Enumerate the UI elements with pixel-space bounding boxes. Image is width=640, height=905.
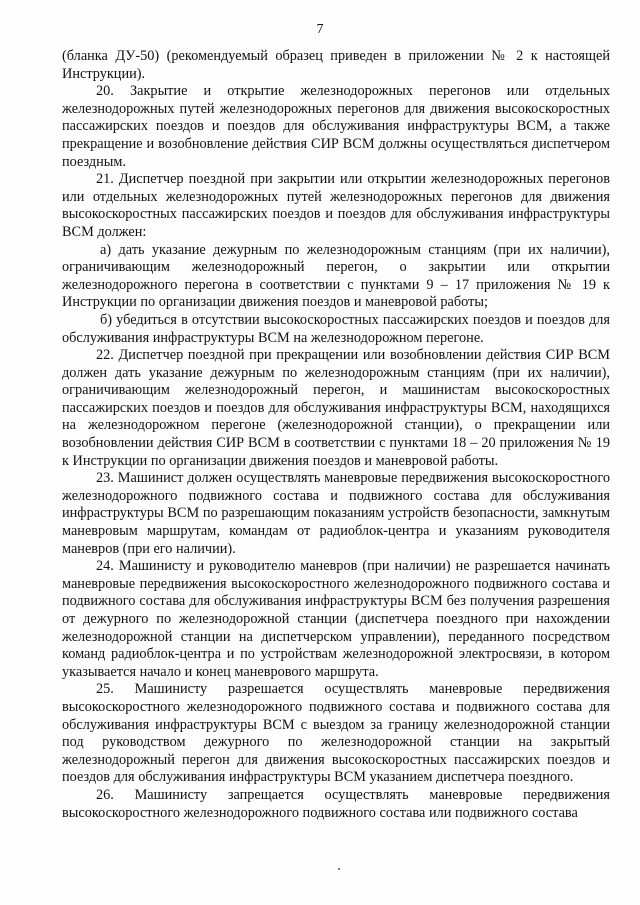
paragraph-24: 24. Машинисту и руководителю маневров (при наличии) не разрешается начинать маневровые передвижения высокоскоростного железнодорожного подвижного состава и подвижного состава для обслуживания инфраструктуры ВСМ без получения разрешения от дежурного по железнодорожной станции (диспетчера поездного при нахождении железнодорожной станции на диспетчерском управлении), переданного посредством команд радиоблок-центра и по устройствам железнодорожной электросвязи, в котором указывается начало и конец маневрового маршрута. [62,558,610,680]
paragraph-26: 26. Машинисту запрещается осуществлять маневровые передвижения высокоскоростного железнодорожного подвижного состава или подвижного состава [62,786,610,821]
paragraph-21-b: б) убедиться в отсутствии высокоскоростных пассажирских поездов и поездов для обслуживания инфраструктуры ВСМ на железнодорожном перегоне. [62,311,610,346]
page-number: 7 [316,22,324,37]
paragraph-21-a: а) дать указание дежурным по железнодорожным станциям (при их наличии), ограничивающим железнодорожный перегон, о закрытии или открытии железнодорожного перегона в соответствии с пунктами 9 – 17 приложения № 19 к Инструкции по организации движения поездов и маневровой работы; [62,241,610,311]
paragraph-20: 20. Закрытие и открытие железнодорожных перегонов или отдельных железнодорожных путей железнодорожных перегонов для движения высокоскоростных пассажирских поездов и поездов для обслуживания инфраструктуры ВСМ, а также прекращение и возобновление действия СИР ВСМ должны осуществляться диспетчером поездным. [62,83,610,170]
page-body [62,48,610,822]
paragraph-21: 21. Диспетчер поездной при закрытии или открытии железнодорожных перегонов или отдельных железнодорожных путей железнодорожных перегонов для движения высокоскоростных пассажирских поездов и поездов для обслуживания инфраструктуры ВСМ должен: [62,171,610,240]
scan-speck [338,868,340,870]
paragraph-23: 23. Машинист должен осуществлять маневровые передвижения высокоскоростного железнодорожного подвижного состава и подвижного состава для обслуживания инфраструктуры ВСМ по разрешающим показаниям устройств безопасности, замкнутым маневровым маршрутам, командам от радиоблок-центра и указаниям руководителя маневров (при его наличии). [62,470,610,557]
paragraph-continuation: (бланка ДУ-50) (рекомендуемый образец приведен в приложении № 2 к настоящей Инструкции). [62,48,610,82]
paragraph-25: 25. Машинисту разрешается осуществлять маневровые передвижения высокоскоростного железнодорожного подвижного состава и подвижного состава для обслуживания инфраструктуры ВСМ с выездом за границу железнодорожной станции под руководством дежурного по железнодорожной станции на закрытый железнодорожный перегон для движения высокоскоростных пассажирских поездов и поездов для обслуживания инфраструктуры ВСМ указанием диспетчера поездного. [62,681,610,786]
paragraph-22: 22. Диспетчер поездной при прекращении или возобновлении действия СИР ВСМ должен дать указание дежурным по железнодорожным станциям (при их наличии), ограничивающим железнодорожный перегон, и машинистам высокоскоростных пассажирских поездов и поездов для обслуживания инфраструктуры ВСМ, находящихся на железнодорожном перегоне (железнодорожной станции), о прекращении или возобновлении действия СИР ВСМ в соответствии с пунктами 18 – 20 приложения № 19 к Инструкции по организации движения поездов и маневровой работы. [62,347,610,469]
